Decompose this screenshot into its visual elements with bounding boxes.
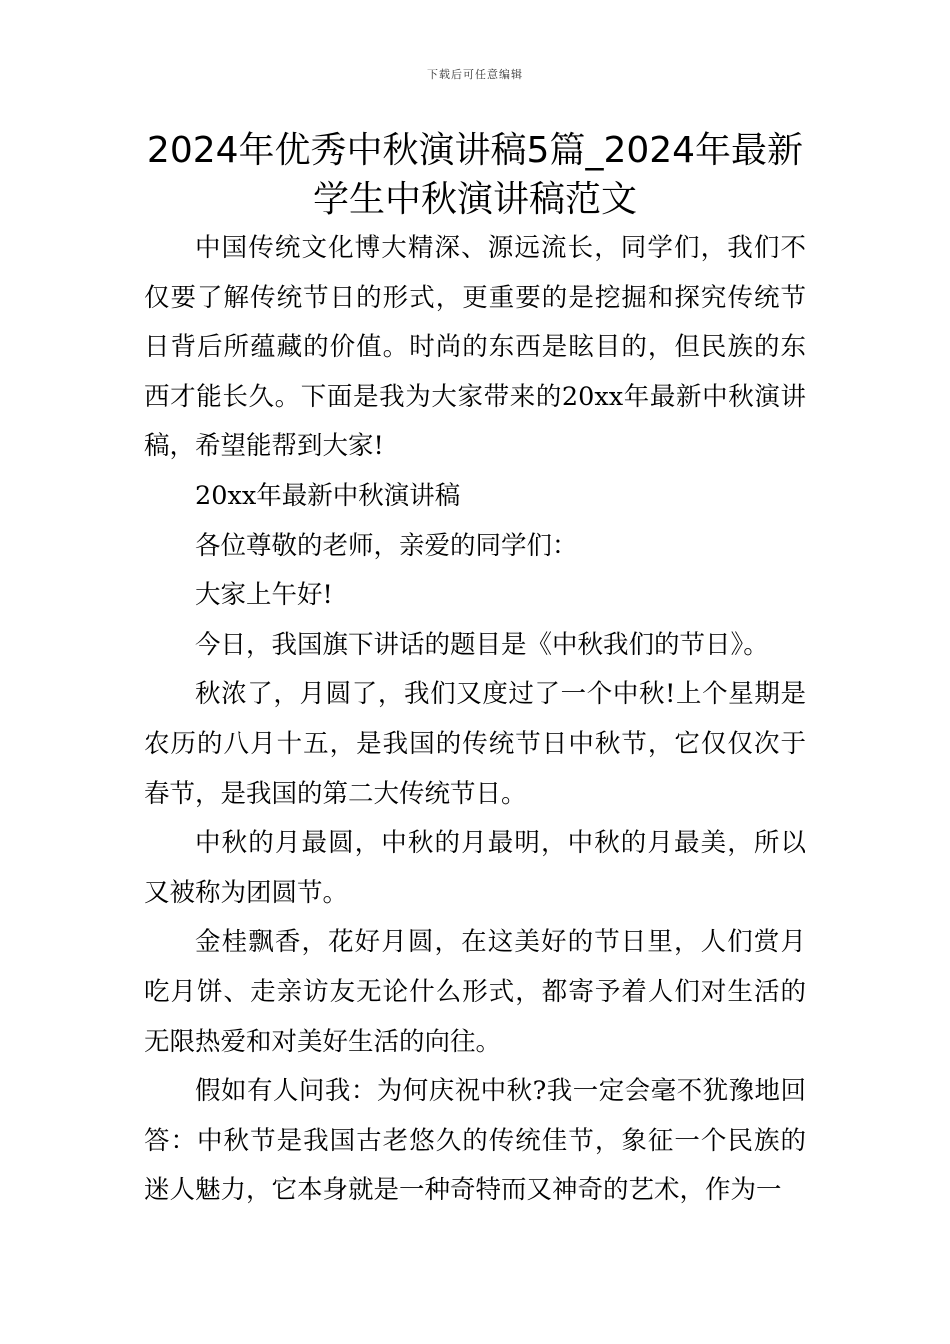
paragraph-topic: 今日，我国旗下讲话的题目是《中秋我们的节日》。 xyxy=(195,629,769,660)
paragraph-intro: 中国传统文化博大精深、源远流长，同学们，我们不仅要了解传统节日的形式，更重要的是挖掘和探究传统节日背后所蕴藏的价值。时尚的东西是眩目的，但民族的东西才能长久。下面是我为大家带来的20xx年最新中秋演讲稿，希望能帮到大家! xyxy=(144,233,806,462)
document-body xyxy=(144,224,806,1216)
paragraph-moon: 中秋的月最圆，中秋的月最明，中秋的月最美，所以又被称为团圆节。 xyxy=(144,828,806,908)
paragraph-subtitle: 20xx年最新中秋演讲稿 xyxy=(195,480,461,511)
paragraph-osmanthus: 金桂飘香，花好月圆，在这美好的节日里，人们赏月吃月饼、走亲访友无论什么形式，都寄予着人们对生活的无限热爱和对美好生活的向往。 xyxy=(144,927,806,1057)
paragraph-hello: 大家上午好! xyxy=(195,580,333,611)
paragraph-question: 假如有人问我：为何庆祝中秋?我一定会毫不犹豫地回答：中秋节是我国古老悠久的传统佳节，象征一个民族的迷人魅力，它本身就是一种奇特而又神奇的艺术，作为一 xyxy=(144,1076,806,1206)
paragraph-greeting: 各位尊敬的老师，亲爱的同学们： xyxy=(195,530,578,561)
paragraph-autumn: 秋浓了，月圆了，我们又度过了一个中秋!上个星期是农历的八月十五，是我国的传统节日中秋节，它仅仅次于春节，是我国的第二大传统节日。 xyxy=(144,679,806,809)
document-title: 2024年优秀中秋演讲稿5篇_2024年最新学生中秋演讲稿范文 xyxy=(146,130,804,220)
header-note: 下载后可任意编辑 xyxy=(427,68,523,81)
